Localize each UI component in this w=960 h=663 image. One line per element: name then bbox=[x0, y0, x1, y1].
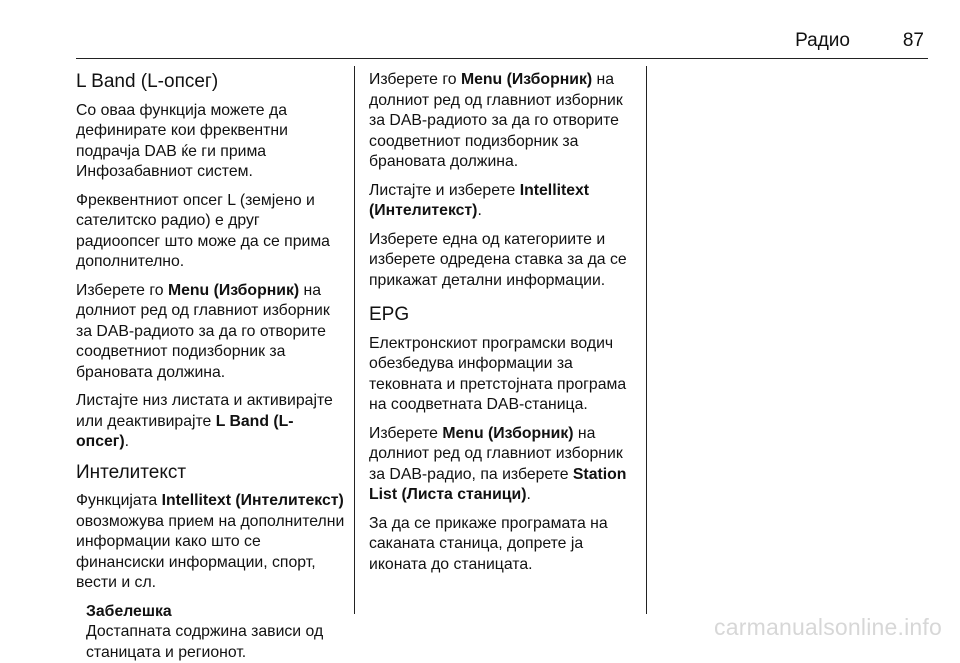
watermark: carmanualsonline.info bbox=[714, 614, 942, 641]
paragraph bbox=[369, 424, 637, 506]
paragraph: Фреквентниот опсег L (земјено и сателитско радио) е друг радиоопсег што може да се прима дополнително. bbox=[76, 191, 346, 273]
intellitext-reference: Intellitext (Интелитекст) bbox=[162, 492, 344, 509]
paragraph: Изберете една од категориите и изберете одредена ставка за да се прикажат детални информации. bbox=[369, 230, 637, 292]
menu-reference: Menu (Изборник) bbox=[461, 71, 592, 88]
text: Изберете го bbox=[369, 71, 461, 88]
paragraph: За да се прикаже програмата на саканата станица, допрете ја иконата до станицата. bbox=[369, 514, 637, 576]
text: . bbox=[125, 433, 129, 450]
note-box bbox=[86, 602, 346, 663]
page-header bbox=[0, 0, 960, 60]
intellitext-reference: Intellitext (Интелитекст) bbox=[369, 182, 589, 220]
text: овозможува прием на дополнителни информации како што се финансиски информации, спорт, вести и сл. bbox=[76, 513, 344, 592]
text: . bbox=[526, 486, 530, 503]
text: на долниот ред од главниот изборник за DAB-радиото за да го отворите соодветниот подизборник за брановата должина. bbox=[76, 282, 330, 381]
text: Листајте и изберете bbox=[369, 182, 520, 199]
paragraph: Електронскиот програмски водич обезбедува информации за тековната и претстојната програма на соодветната DAB-станица. bbox=[369, 334, 637, 416]
header-rule bbox=[76, 58, 928, 59]
note-title: Забелешка bbox=[86, 603, 172, 620]
left-column bbox=[76, 70, 346, 663]
paragraph bbox=[369, 70, 637, 173]
page-title: Радио bbox=[760, 30, 850, 52]
paragraph: Со оваа функција можете да дефинирате кои фреквентни подрачја DAB ќе ги прима Инфозабавниот систем. bbox=[76, 101, 346, 183]
section-heading-intellitext: Интелитекст bbox=[76, 463, 346, 484]
text: на долниот ред од главниот изборник за DAB-радиото за да го отворите соодветниот подизборник за брановата должина. bbox=[369, 71, 623, 170]
menu-reference: Menu (Изборник) bbox=[168, 282, 299, 299]
section-heading-l-band: L Band (L-опсег) bbox=[76, 72, 346, 93]
station-list-reference: Station List (Листа станици) bbox=[369, 466, 626, 504]
paragraph bbox=[76, 491, 346, 594]
section-heading-epg: EPG bbox=[369, 305, 637, 326]
menu-reference: Menu (Изборник) bbox=[442, 425, 573, 442]
page-number: 87 bbox=[880, 30, 924, 52]
l-band-reference: L Band (L-опсег) bbox=[76, 413, 294, 451]
text: Функцијата bbox=[76, 492, 162, 509]
right-column bbox=[369, 70, 637, 583]
paragraph bbox=[369, 181, 637, 222]
text: на долниот ред од главниот изборник за DAB-радио, па изберете bbox=[369, 425, 623, 483]
text: Изберете bbox=[369, 425, 442, 442]
text: Изберете го bbox=[76, 282, 168, 299]
text: Листајте низ листата и активирајте или деактивирајте bbox=[76, 392, 333, 430]
paragraph bbox=[76, 281, 346, 384]
text: . bbox=[477, 202, 481, 219]
paragraph bbox=[76, 391, 346, 453]
note-text: Достапната содржина зависи од станицата и регионот. bbox=[86, 622, 346, 663]
column-divider-left bbox=[354, 66, 355, 614]
column-divider-right bbox=[646, 66, 647, 614]
